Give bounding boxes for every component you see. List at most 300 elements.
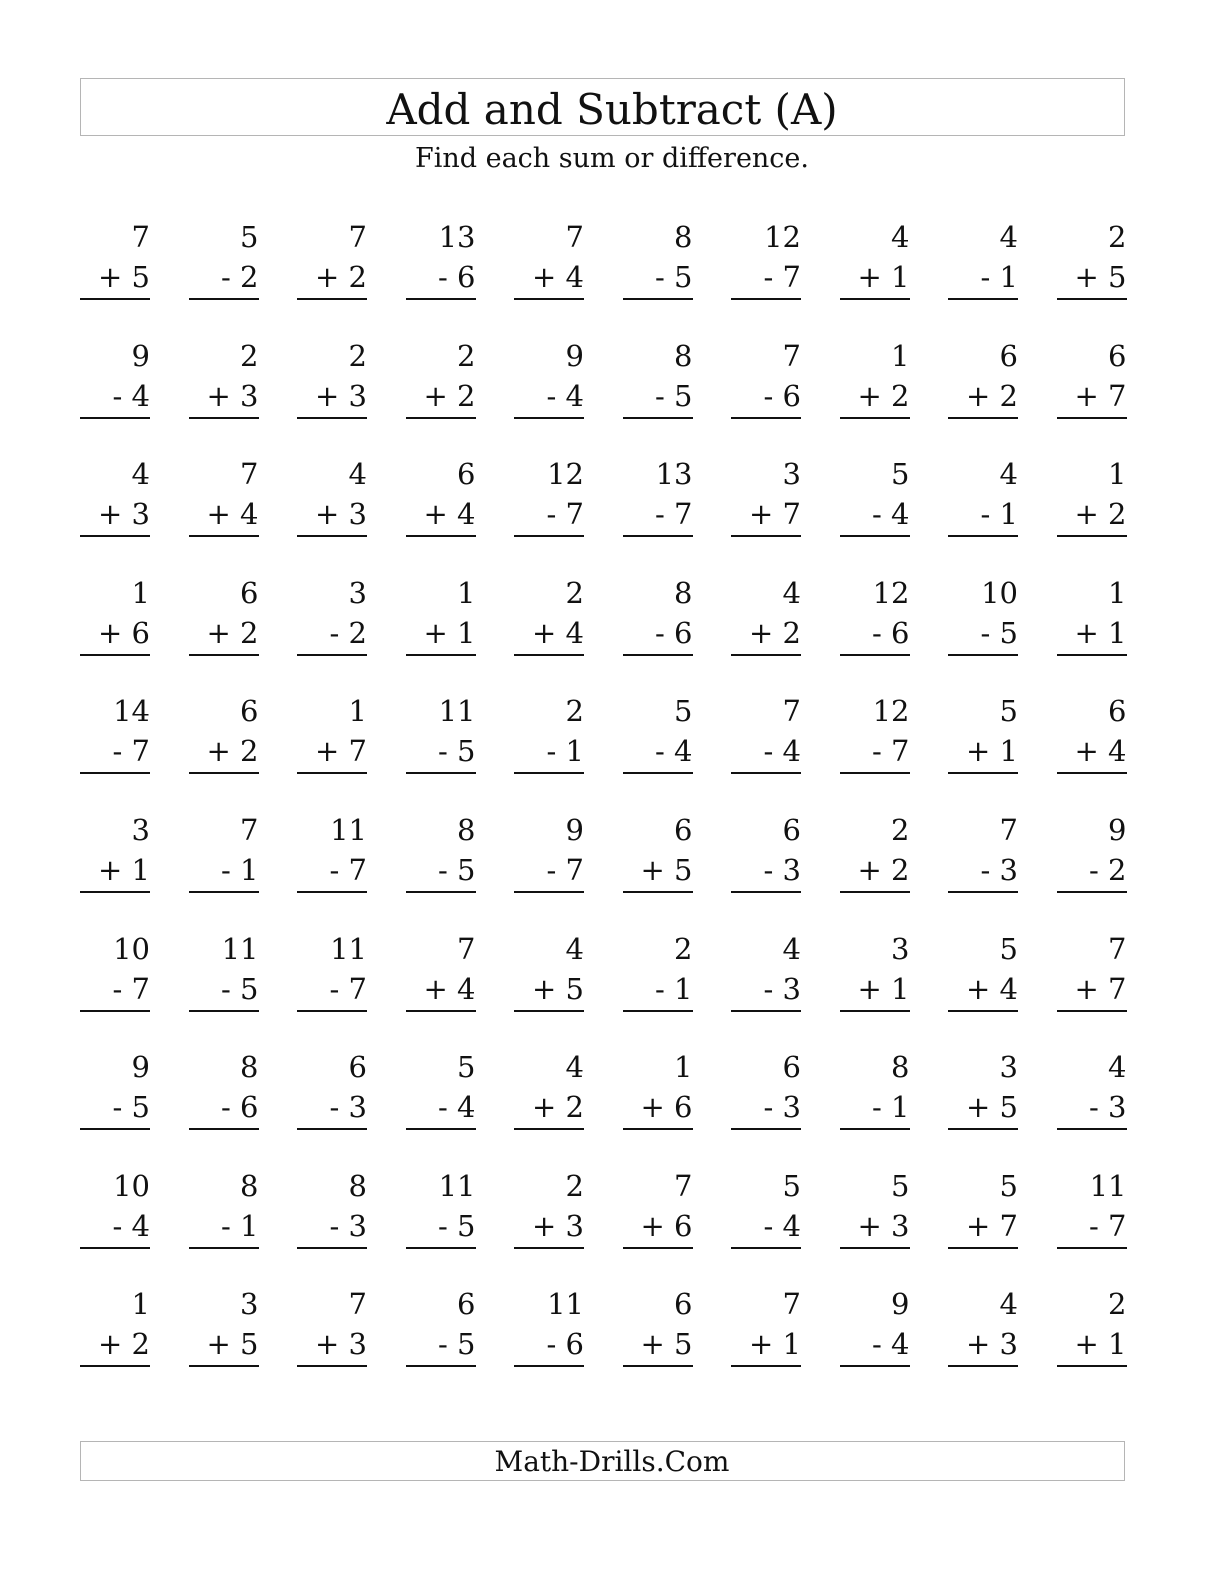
page-title: Add and Subtract (A): [386, 85, 838, 134]
bottom-operand: + 2: [532, 1090, 584, 1125]
answer-line: [297, 772, 367, 774]
top-operand: 5: [891, 457, 910, 492]
answer-line: [840, 298, 910, 300]
bottom-operand: - 7: [329, 853, 367, 887]
top-operand: 13: [655, 457, 693, 492]
bottom-operand: - 3: [1089, 1090, 1127, 1125]
top-operand: 5: [674, 694, 693, 729]
top-operand: 5: [999, 694, 1018, 729]
top-operand: 7: [565, 220, 584, 254]
top-operand: 1: [348, 694, 367, 729]
bottom-operand: + 7: [966, 1208, 1018, 1243]
top-operand: 3: [782, 457, 801, 492]
bottom-operand: - 7: [546, 853, 584, 887]
bottom-operand: - 3: [763, 971, 801, 1006]
answer-line: [731, 772, 801, 774]
answer-line: [840, 772, 910, 774]
answer-line: [623, 654, 693, 656]
bottom-operand: + 4: [532, 260, 584, 294]
answer-line: [80, 1128, 150, 1130]
top-operand: 6: [1108, 694, 1127, 729]
top-operand: 1: [1108, 575, 1127, 610]
bottom-operand: + 3: [206, 378, 259, 413]
answer-line: [840, 417, 910, 419]
top-operand: 4: [999, 1287, 1018, 1322]
bottom-operand: + 1: [423, 615, 476, 650]
bottom-operand: + 3: [98, 497, 150, 532]
bottom-operand: + 1: [749, 1327, 801, 1362]
bottom-operand: - 3: [763, 1090, 801, 1125]
bottom-operand: + 6: [98, 615, 150, 650]
top-operand: 5: [240, 220, 259, 254]
answer-line: [623, 1247, 693, 1249]
answer-line: [1057, 891, 1127, 893]
bottom-operand: - 4: [112, 378, 150, 413]
top-operand: 6: [348, 1050, 367, 1085]
bottom-operand: - 1: [872, 1090, 910, 1125]
answer-line: [1057, 417, 1127, 419]
top-operand: 5: [782, 1168, 801, 1203]
answer-line: [731, 1247, 801, 1249]
answer-line: [948, 1010, 1018, 1012]
top-operand: 2: [891, 813, 910, 847]
top-operand: 10: [113, 1168, 150, 1203]
top-operand: 4: [131, 457, 150, 492]
top-operand: 6: [674, 813, 693, 847]
bottom-operand: - 5: [438, 734, 476, 769]
answer-line: [1057, 1010, 1127, 1012]
answer-line: [840, 1128, 910, 1130]
bottom-operand: + 5: [640, 853, 693, 887]
top-operand: 11: [330, 813, 367, 847]
top-operand: 7: [457, 931, 476, 966]
top-operand: 8: [240, 1050, 259, 1085]
top-operand: 9: [565, 813, 584, 847]
answer-line: [189, 1247, 259, 1249]
top-operand: 2: [348, 338, 367, 373]
bottom-operand: - 1: [655, 971, 693, 1006]
bottom-operand: - 4: [112, 1208, 150, 1243]
top-operand: 7: [782, 338, 801, 373]
bottom-operand: - 1: [221, 853, 259, 887]
answer-line: [297, 1010, 367, 1012]
top-operand: 11: [330, 931, 367, 966]
answer-line: [514, 1128, 584, 1130]
bottom-operand: + 4: [966, 971, 1018, 1006]
answer-line: [406, 1128, 476, 1130]
top-operand: 8: [348, 1168, 367, 1203]
top-operand: 7: [240, 457, 259, 492]
bottom-operand: + 5: [640, 1327, 693, 1362]
bottom-operand: - 5: [438, 853, 476, 887]
bottom-operand: + 6: [640, 1090, 693, 1125]
top-operand: 4: [565, 931, 584, 966]
top-operand: 4: [999, 457, 1018, 492]
answer-line: [297, 535, 367, 537]
top-operand: 3: [348, 575, 367, 610]
bottom-operand: + 1: [857, 260, 910, 294]
bottom-operand: - 3: [763, 853, 801, 887]
bottom-operand: - 4: [655, 734, 693, 769]
answer-line: [406, 298, 476, 300]
answer-line: [514, 654, 584, 656]
bottom-operand: - 6: [438, 260, 476, 294]
answer-line: [514, 891, 584, 893]
top-operand: 8: [674, 338, 693, 373]
top-operand: 13: [438, 220, 476, 254]
top-operand: 3: [999, 1050, 1018, 1085]
top-operand: 6: [1108, 338, 1127, 373]
answer-line: [297, 298, 367, 300]
bottom-operand: + 3: [315, 378, 367, 413]
bottom-operand: + 3: [532, 1208, 584, 1243]
bottom-operand: + 2: [1074, 497, 1127, 532]
top-operand: 10: [113, 931, 150, 966]
top-operand: 11: [221, 931, 259, 966]
top-operand: 7: [240, 813, 259, 847]
top-operand: 11: [438, 694, 476, 729]
top-operand: 9: [891, 1287, 910, 1322]
bottom-operand: - 6: [546, 1327, 584, 1362]
top-operand: 6: [457, 457, 476, 492]
top-operand: 7: [348, 1287, 367, 1322]
bottom-operand: + 4: [1074, 734, 1127, 769]
top-operand: 1: [457, 575, 476, 610]
answer-line: [406, 1010, 476, 1012]
bottom-operand: - 7: [546, 497, 584, 532]
top-operand: 7: [131, 220, 150, 254]
answer-line: [1057, 772, 1127, 774]
bottom-operand: + 3: [857, 1208, 910, 1243]
top-operand: 6: [674, 1287, 693, 1322]
answer-line: [840, 1365, 910, 1367]
bottom-operand: + 5: [966, 1090, 1018, 1125]
answer-line: [189, 772, 259, 774]
bottom-operand: + 1: [857, 971, 910, 1006]
answer-line: [189, 654, 259, 656]
answer-line: [297, 891, 367, 893]
bottom-operand: + 5: [532, 971, 584, 1006]
answer-line: [1057, 1247, 1127, 1249]
answer-line: [623, 298, 693, 300]
answer-line: [1057, 654, 1127, 656]
bottom-operand: + 2: [206, 734, 259, 769]
answer-line: [189, 298, 259, 300]
answer-line: [1057, 1128, 1127, 1130]
bottom-operand: + 2: [966, 378, 1018, 413]
bottom-operand: - 7: [872, 734, 910, 769]
bottom-operand: - 7: [763, 260, 801, 294]
answer-line: [948, 1365, 1018, 1367]
answer-line: [406, 1247, 476, 1249]
answer-line: [840, 1010, 910, 1012]
top-operand: 12: [764, 220, 801, 254]
bottom-operand: + 3: [315, 497, 367, 532]
answer-line: [731, 1365, 801, 1367]
top-operand: 8: [457, 813, 476, 847]
top-operand: 4: [565, 1050, 584, 1085]
top-operand: 9: [131, 338, 150, 373]
top-operand: 2: [1108, 1287, 1127, 1322]
top-operand: 4: [999, 220, 1018, 254]
top-operand: 8: [891, 1050, 910, 1085]
top-operand: 4: [348, 457, 367, 492]
bottom-operand: - 3: [329, 1090, 367, 1125]
answer-line: [406, 654, 476, 656]
answer-line: [514, 535, 584, 537]
bottom-operand: + 1: [1074, 1327, 1127, 1362]
bottom-operand: - 5: [655, 378, 693, 413]
top-operand: 4: [1108, 1050, 1127, 1085]
bottom-operand: + 1: [1074, 615, 1127, 650]
top-operand: 2: [240, 338, 259, 373]
bottom-operand: - 1: [546, 734, 584, 769]
top-operand: 5: [999, 1168, 1018, 1203]
top-operand: 4: [782, 931, 801, 966]
top-operand: 6: [457, 1287, 476, 1322]
top-operand: 5: [891, 1168, 910, 1203]
bottom-operand: + 7: [749, 497, 801, 532]
top-operand: 5: [999, 931, 1018, 966]
top-operand: 3: [240, 1287, 259, 1322]
answer-line: [731, 654, 801, 656]
answer-line: [948, 772, 1018, 774]
answer-line: [189, 417, 259, 419]
bottom-operand: - 5: [438, 1208, 476, 1243]
answer-line: [406, 772, 476, 774]
answer-line: [189, 1128, 259, 1130]
bottom-operand: + 2: [749, 615, 801, 650]
bottom-operand: - 5: [655, 260, 693, 294]
answer-line: [514, 772, 584, 774]
top-operand: 6: [782, 813, 801, 847]
top-operand: 8: [240, 1168, 259, 1203]
bottom-operand: - 6: [872, 615, 910, 650]
answer-line: [1057, 1365, 1127, 1367]
bottom-operand: - 7: [655, 497, 693, 532]
answer-line: [840, 1247, 910, 1249]
answer-line: [948, 1247, 1018, 1249]
top-operand: 1: [891, 338, 910, 373]
answer-line: [406, 1365, 476, 1367]
answer-line: [297, 654, 367, 656]
bottom-operand: + 3: [966, 1327, 1018, 1362]
footer-text: Math-Drills.Com: [494, 1445, 730, 1478]
bottom-operand: + 5: [1074, 260, 1127, 294]
bottom-operand: - 3: [329, 1208, 367, 1243]
top-operand: 2: [565, 1168, 584, 1203]
answer-line: [623, 1010, 693, 1012]
answer-line: [406, 891, 476, 893]
bottom-operand: - 1: [980, 497, 1018, 532]
bottom-operand: + 4: [423, 497, 476, 532]
top-operand: 1: [1108, 457, 1127, 492]
top-operand: 7: [999, 813, 1018, 847]
answer-line: [189, 1010, 259, 1012]
top-operand: 4: [782, 575, 801, 610]
top-operand: 9: [131, 1050, 150, 1085]
answer-line: [948, 417, 1018, 419]
bottom-operand: + 7: [1074, 971, 1127, 1006]
bottom-operand: + 1: [98, 853, 150, 887]
bottom-operand: - 5: [221, 971, 259, 1006]
top-operand: 3: [131, 813, 150, 847]
answer-line: [731, 1128, 801, 1130]
bottom-operand: + 4: [532, 615, 584, 650]
top-operand: 1: [674, 1050, 693, 1085]
bottom-operand: + 4: [206, 497, 259, 532]
answer-line: [623, 1128, 693, 1130]
top-operand: 12: [872, 575, 910, 610]
bottom-operand: - 5: [112, 1090, 150, 1125]
top-operand: 7: [782, 694, 801, 729]
bottom-operand: + 2: [206, 615, 259, 650]
bottom-operand: - 5: [980, 615, 1018, 650]
answer-line: [80, 891, 150, 893]
answer-line: [80, 298, 150, 300]
answer-line: [948, 535, 1018, 537]
bottom-operand: - 4: [546, 378, 584, 413]
instructions: Find each sum or difference.: [414, 143, 809, 174]
top-operand: 11: [547, 1287, 584, 1322]
answer-line: [80, 1247, 150, 1249]
bottom-operand: + 4: [423, 971, 476, 1006]
answer-line: [406, 417, 476, 419]
bottom-operand: - 3: [980, 853, 1018, 887]
bottom-operand: - 4: [763, 1208, 801, 1243]
bottom-operand: + 7: [1074, 378, 1127, 413]
bottom-operand: - 2: [1089, 853, 1127, 887]
answer-line: [514, 1247, 584, 1249]
answer-line: [948, 891, 1018, 893]
answer-line: [948, 1128, 1018, 1130]
top-operand: 9: [1108, 813, 1127, 847]
answer-line: [731, 891, 801, 893]
top-operand: 12: [872, 694, 910, 729]
top-operand: 10: [981, 575, 1018, 610]
top-operand: 6: [782, 1050, 801, 1085]
bottom-operand: - 4: [763, 734, 801, 769]
answer-line: [731, 1010, 801, 1012]
answer-line: [514, 298, 584, 300]
top-operand: 11: [438, 1168, 476, 1203]
bottom-operand: - 1: [221, 1208, 259, 1243]
bottom-operand: - 6: [763, 378, 801, 413]
answer-line: [623, 417, 693, 419]
bottom-operand: + 2: [857, 378, 910, 413]
answer-line: [297, 1247, 367, 1249]
bottom-operand: + 6: [640, 1208, 693, 1243]
answer-line: [623, 772, 693, 774]
answer-line: [731, 535, 801, 537]
top-operand: 2: [674, 931, 693, 966]
answer-line: [297, 417, 367, 419]
top-operand: 2: [457, 338, 476, 373]
answer-line: [80, 1365, 150, 1367]
bottom-operand: - 4: [438, 1090, 476, 1125]
bottom-operand: + 1: [966, 734, 1018, 769]
top-operand: 11: [1089, 1168, 1127, 1203]
top-operand: 2: [1108, 220, 1127, 254]
answer-line: [514, 417, 584, 419]
bottom-operand: - 7: [329, 971, 367, 1006]
answer-line: [189, 1365, 259, 1367]
top-operand: 4: [891, 220, 910, 254]
bottom-operand: - 6: [655, 615, 693, 650]
answer-line: [948, 298, 1018, 300]
answer-line: [297, 1365, 367, 1367]
top-operand: 1: [131, 1287, 150, 1322]
answer-line: [840, 654, 910, 656]
answer-line: [623, 535, 693, 537]
top-operand: 6: [240, 575, 259, 610]
top-operand: 6: [240, 694, 259, 729]
answer-line: [189, 891, 259, 893]
top-operand: 14: [113, 694, 150, 729]
bottom-operand: - 6: [221, 1090, 259, 1125]
bottom-operand: + 2: [857, 853, 910, 887]
answer-line: [840, 891, 910, 893]
bottom-operand: + 2: [98, 1327, 150, 1362]
answer-line: [80, 654, 150, 656]
top-operand: 3: [891, 931, 910, 966]
top-operand: 1: [131, 575, 150, 610]
answer-line: [948, 654, 1018, 656]
answer-line: [80, 1010, 150, 1012]
answer-line: [514, 1010, 584, 1012]
top-operand: 7: [782, 1287, 801, 1322]
answer-line: [189, 535, 259, 537]
answer-line: [731, 298, 801, 300]
answer-line: [80, 772, 150, 774]
answer-line: [840, 535, 910, 537]
answer-line: [731, 417, 801, 419]
bottom-operand: + 7: [315, 734, 367, 769]
bottom-operand: - 5: [438, 1327, 476, 1362]
bottom-operand: - 1: [980, 260, 1018, 294]
top-operand: 7: [348, 220, 367, 254]
top-operand: 6: [999, 338, 1018, 373]
bottom-operand: - 2: [221, 260, 259, 294]
bottom-operand: - 4: [872, 1327, 910, 1362]
top-operand: 9: [565, 338, 584, 373]
top-operand: 12: [547, 457, 584, 492]
bottom-operand: - 2: [329, 615, 367, 650]
answer-line: [623, 1365, 693, 1367]
answer-line: [1057, 535, 1127, 537]
answer-line: [297, 1128, 367, 1130]
bottom-operand: + 2: [315, 260, 367, 294]
bottom-operand: + 2: [423, 378, 476, 413]
bottom-operand: - 7: [1089, 1208, 1127, 1243]
top-operand: 5: [457, 1050, 476, 1085]
bottom-operand: + 5: [98, 260, 150, 294]
top-operand: 2: [565, 694, 584, 729]
bottom-operand: + 5: [206, 1327, 259, 1362]
answer-line: [623, 891, 693, 893]
answer-line: [80, 417, 150, 419]
top-operand: 8: [674, 575, 693, 610]
answer-line: [406, 535, 476, 537]
top-operand: 8: [674, 220, 693, 254]
answer-line: [80, 535, 150, 537]
bottom-operand: - 7: [112, 971, 150, 1006]
bottom-operand: - 7: [112, 734, 150, 769]
top-operand: 7: [1108, 931, 1127, 966]
top-operand: 7: [674, 1168, 693, 1203]
answer-line: [1057, 298, 1127, 300]
bottom-operand: - 4: [872, 497, 910, 532]
